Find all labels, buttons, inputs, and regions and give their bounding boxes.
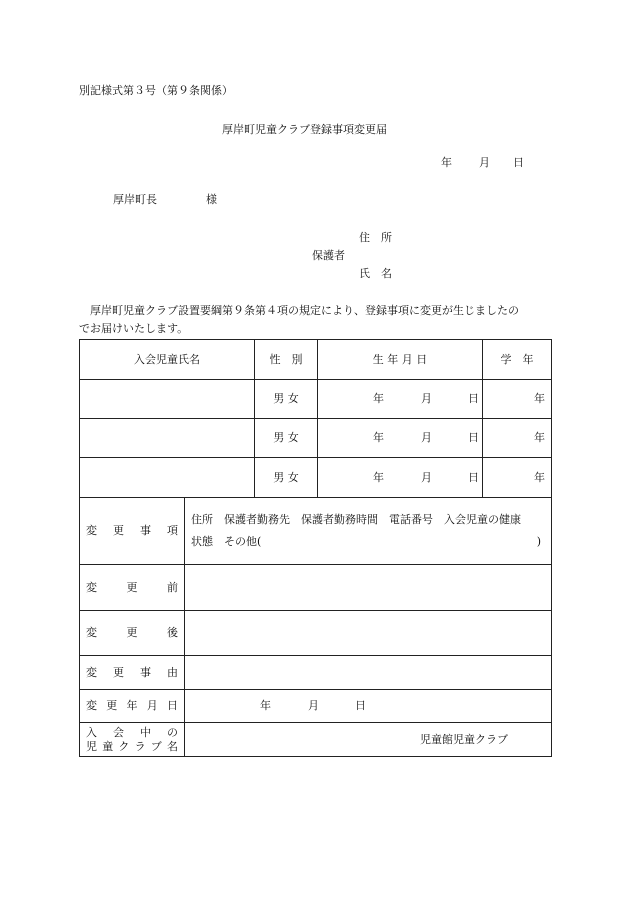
addressee-honorific: 様 <box>206 193 217 206</box>
club-name-row <box>80 723 552 757</box>
child-row <box>80 380 552 419</box>
birthdate-cell[interactable] <box>318 380 483 419</box>
guardian-label: 保護者 <box>312 249 345 262</box>
club-name-suffix: 児童館児童クラブ <box>420 732 508 746</box>
grade-cell[interactable] <box>483 380 552 419</box>
birthdate-header: 生 年 月 日 <box>318 340 483 380</box>
change-date-label: 変 更 年 月 日 <box>80 690 185 723</box>
gender-header: 性 別 <box>255 340 318 380</box>
change-items-row <box>80 498 552 565</box>
registration-change-table <box>79 339 552 757</box>
child-name-cell[interactable] <box>80 380 255 419</box>
body-text-line1: 厚岸町児童クラブ設置要綱第９条第４項の規定により、登録事項に変更が生じましたの <box>90 304 519 317</box>
grade-unit-label: 年 <box>534 392 545 406</box>
change-reason-row <box>80 656 552 690</box>
club-name-label: 入 会 中 の 児 童 ク ラ ブ 名 <box>80 723 185 757</box>
form-number: 別記様式第３号（第９条関係） <box>79 84 233 97</box>
birthdate-cell[interactable] <box>318 458 483 498</box>
child-row <box>80 419 552 458</box>
gender-cell[interactable]: 男 女 <box>255 419 318 458</box>
form-title: 厚岸町児童クラブ登録事項変更届 <box>222 123 387 136</box>
body-text-line2: でお届けいたします。 <box>79 322 189 335</box>
addressee: 厚岸町長 <box>113 193 157 206</box>
birth-day-label: 日 <box>468 431 479 445</box>
change-items-options[interactable] <box>185 498 552 565</box>
child-row <box>80 458 552 498</box>
birth-day-label: 日 <box>468 470 479 484</box>
grade-cell[interactable] <box>483 458 552 498</box>
change-date-row <box>80 690 552 723</box>
change-reason-label: 変 更 事 由 <box>80 656 185 690</box>
before-change-label: 変 更 前 <box>80 565 185 611</box>
club-name-field[interactable] <box>185 723 552 757</box>
after-change-row <box>80 611 552 656</box>
date-month-label: 月 <box>479 156 490 169</box>
change-items-line1: 住所 保護者勤務先 保護者勤務時間 電話番号 入会児童の健康 <box>191 513 521 526</box>
change-day-label: 日 <box>355 699 366 713</box>
grade-unit-label: 年 <box>534 470 545 484</box>
grade-unit-label: 年 <box>534 431 545 445</box>
date-year-label: 年 <box>441 156 452 169</box>
before-change-row <box>80 565 552 611</box>
change-items-line2: 状態 その他( <box>191 535 262 548</box>
applicant-address-label: 住 所 <box>359 231 392 244</box>
child-name-header: 入会児童氏名 <box>80 340 255 380</box>
child-name-cell[interactable] <box>80 419 255 458</box>
change-month-label: 月 <box>308 699 319 713</box>
birth-month-label: 月 <box>421 431 432 445</box>
birth-year-label: 年 <box>373 392 384 406</box>
change-items-close-paren: ) <box>536 535 541 548</box>
birthdate-cell[interactable] <box>318 419 483 458</box>
birth-day-label: 日 <box>468 392 479 406</box>
gender-cell[interactable]: 男 女 <box>255 458 318 498</box>
birth-month-label: 月 <box>421 392 432 406</box>
change-date-field[interactable] <box>185 690 552 723</box>
table-header-row <box>80 340 552 380</box>
birth-year-label: 年 <box>373 431 384 445</box>
grade-cell[interactable] <box>483 419 552 458</box>
gender-cell[interactable]: 男 女 <box>255 380 318 419</box>
change-reason-field[interactable] <box>185 656 552 690</box>
birth-month-label: 月 <box>421 470 432 484</box>
birth-year-label: 年 <box>373 470 384 484</box>
change-items-label: 変 更 事 項 <box>80 498 185 565</box>
date-day-label: 日 <box>513 156 524 169</box>
after-change-field[interactable] <box>185 611 552 656</box>
grade-header: 学 年 <box>483 340 552 380</box>
applicant-name-label: 氏 名 <box>359 267 392 280</box>
change-year-label: 年 <box>260 699 271 713</box>
after-change-label: 変 更 後 <box>80 611 185 656</box>
child-name-cell[interactable] <box>80 458 255 498</box>
before-change-field[interactable] <box>185 565 552 611</box>
